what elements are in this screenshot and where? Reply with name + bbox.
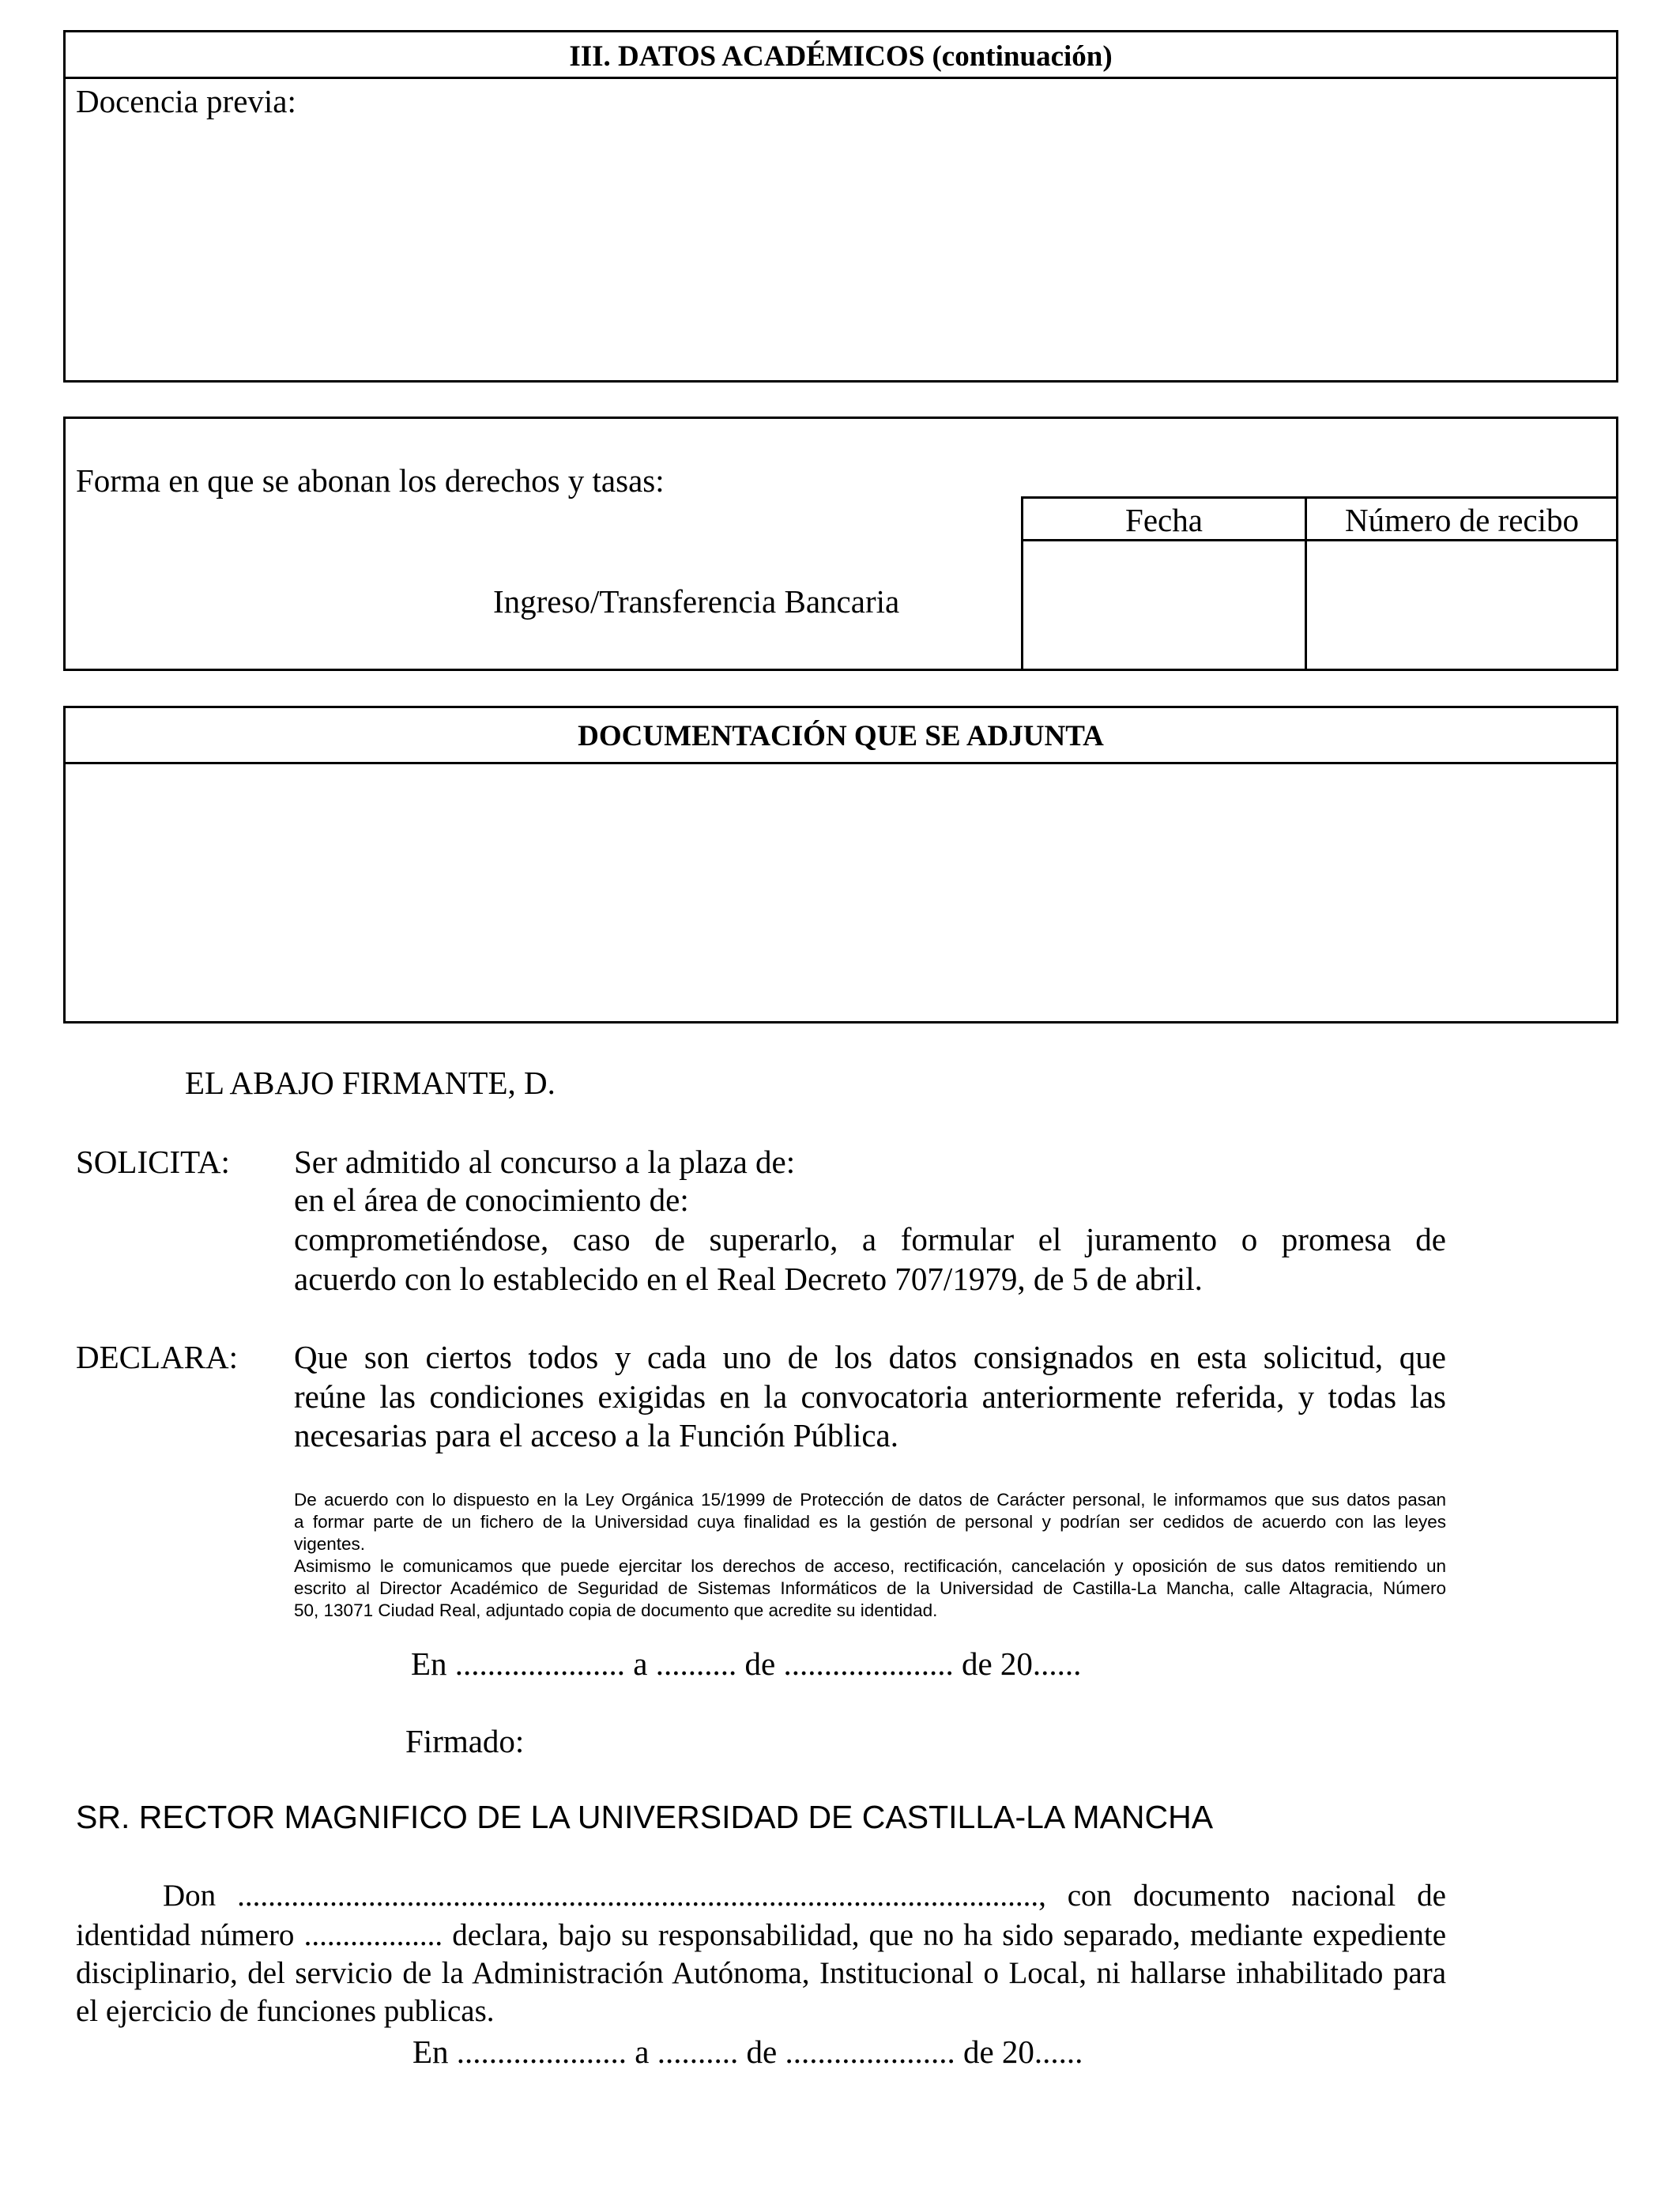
lugar-fecha-1: En ..................... a .......... de ..................... de 20......: [411, 1646, 1082, 1682]
pago-metodo: Ingreso/Transferencia Bancaria: [493, 583, 900, 620]
docencia-previa-field[interactable]: [68, 119, 1614, 376]
destinatario: SR. RECTOR MAGNIFICO DE LA UNIVERSIDAD DE CASTILLA-LA MANCHA: [76, 1799, 1214, 1835]
proteccion-line-2: a formar parte de un fichero de la Universidad cuya finalidad es la gestión de personal y podrían ser cedidos de acuerdo con las leyes: [294, 1512, 1446, 1532]
solicita-label: SOLICITA:: [76, 1144, 230, 1180]
pago-label: Forma en que se abonan los derechos y tasas:: [76, 462, 665, 499]
lugar-fecha-2: En ..................... a .......... de ..................... de 20......: [412, 2034, 1083, 2070]
solicita-line-4: acuerdo con lo establecido en el Real Decreto 707/1979, de 5 de abril.: [294, 1261, 1203, 1297]
recibo-column-header: Número de recibo: [1345, 502, 1579, 538]
proteccion-line-4: Asimismo le comunicamos que puede ejercitar los derechos de acceso, rectificación, cancelación y oposición de sus datos remitiendo un: [294, 1556, 1446, 1576]
proteccion-line-6: 50, 13071 Ciudad Real, adjuntado copia de documento que acredite su identidad.: [294, 1600, 938, 1620]
documentacion-field[interactable]: [68, 767, 1614, 1018]
header-divider: [63, 77, 1618, 79]
declaracion-line-2: identidad número .................. declara, bajo su responsabilidad, que no ha sido separado, mediante expediente: [76, 1918, 1446, 1952]
declara-line-1: Que son ciertos todos y cada uno de los datos consignados en esta solicitud, que: [294, 1339, 1446, 1375]
table-top-border: [1021, 496, 1617, 499]
declara-line-2: reúne las condiciones exigidas en la convocatoria anteriormente referida, y todas las: [294, 1378, 1446, 1415]
declara-line-3: necesarias para el acceso a la Función Pública.: [294, 1417, 898, 1453]
proteccion-line-1: De acuerdo con lo dispuesto en la Ley Orgánica 15/1999 de Protección de datos de Carácter personal, le informamos que sus datos pasan: [294, 1490, 1446, 1510]
proteccion-line-3: vigentes.: [294, 1534, 366, 1554]
declara-label: DECLARA:: [76, 1339, 238, 1375]
fecha-column-header: Fecha: [1125, 502, 1203, 538]
solicita-line-1: Ser admitido al concurso a la plaza de:: [294, 1144, 796, 1180]
documentacion-header: DOCUMENTACIÓN QUE SE ADJUNTA: [578, 720, 1104, 752]
declaracion-line-3: disciplinario, del servicio de la Administración Autónoma, Institucional o Local, ni hallarse inhabilitado para: [76, 1956, 1446, 1990]
declaracion-line-1: Don ........................................................................................................, con documento nacional de: [163, 1879, 1446, 1913]
proteccion-line-5: escrito al Director Académico de Seguridad de Sistemas Informáticos de la Universidad de Castilla-La Mancha, calle Altagracia, Número: [294, 1578, 1446, 1598]
solicita-line-3: comprometiéndose, caso de superarlo, a formular el juramento o promesa de: [294, 1221, 1446, 1257]
declaracion-line-4: el ejercicio de funciones publicas.: [76, 1994, 495, 2028]
datos-academicos-header: III. DATOS ACADÉMICOS (continuación): [569, 40, 1113, 73]
table-header-divider: [1021, 539, 1617, 541]
documentacion-divider: [63, 762, 1618, 764]
fecha-field[interactable]: [1024, 542, 1304, 669]
recibo-field[interactable]: [1308, 542, 1616, 669]
docencia-previa-label: Docencia previa:: [76, 83, 296, 119]
firmante-line: EL ABAJO FIRMANTE, D.: [185, 1065, 556, 1101]
solicita-line-2: en el área de conocimiento de:: [294, 1182, 689, 1218]
firmado-label: Firmado:: [405, 1723, 525, 1759]
